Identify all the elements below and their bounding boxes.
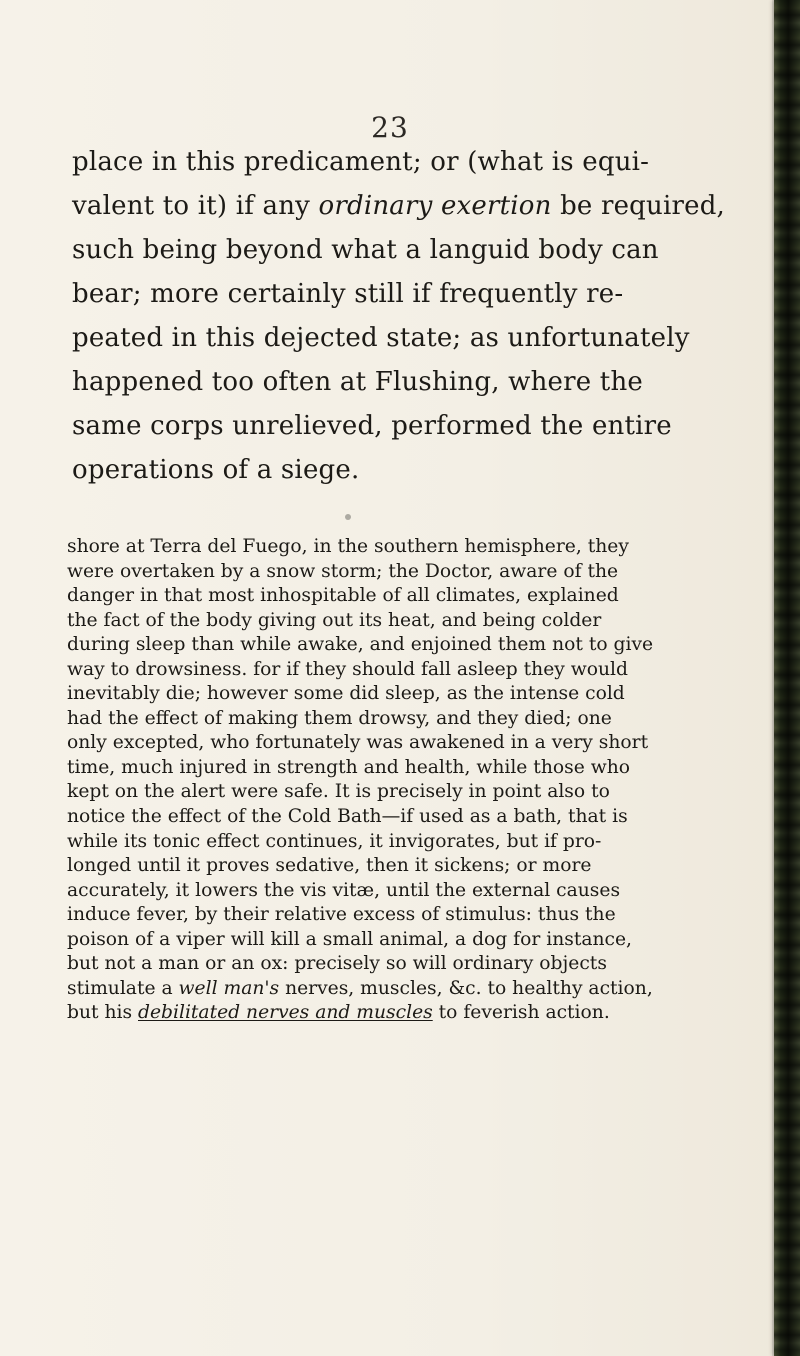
footnote-line: only excepted, who fortunately was awakened in a very short [67,732,649,754]
footnote-line: notice the effect of the Cold Bath—if used as a bath, that is [67,806,628,828]
footnote-line-20-pre: but his [67,1002,138,1024]
paper-speck [345,514,351,520]
footnote-line: accurately, it lowers the vis vitæ, until the external causes [67,879,621,901]
footnote-line: kept on the alert were safe. It is precisely in point also to [67,781,610,803]
footnote-line: while its tonic effect continues, it invigorates, but if pro- [67,830,602,852]
footnote-line: during sleep than while awake, and enjoined them not to give [67,634,654,656]
footnote-line: had the effect of making them drowsy, and they died; one [67,707,612,729]
footnote-line: were overtaken by a snow storm; the Doctor, aware of the [67,560,619,582]
main-line-8: operations of a siege. [72,455,360,485]
footnote-line: induce fever, by their relative excess of stimulus: thus the [67,904,616,926]
footnote-line: longed until it proves sedative, then it sickens; or more [67,855,592,877]
book-binding-edge [774,0,800,1356]
main-line-4: bear; more certainly still if frequently re- [72,279,624,309]
footnote-line: way to drowsiness. for if they should fall asleep they would [67,658,628,680]
footnote-line: poison of a viper will kill a small animal, a dog for instance, [67,928,632,950]
footnote-line-19-italic: well man's [178,977,280,999]
main-line-2 [72,184,732,228]
main-line-2-italic: ordinary exertion [318,191,552,221]
footnote-line-20 [67,1001,742,1026]
footnote-line: shore at Terra del Fuego, in the southern hemisphere, they [67,536,629,557]
footnote-line-19 [67,977,742,1002]
main-line-7: same corps unrelieved, performed the entire [72,411,672,441]
footnote-line-20-post: to feverish action. [432,1002,610,1024]
main-line-1: place in this predicament; or (what is equi- [72,147,650,177]
footnote [67,535,742,1026]
footnote-line: inevitably die; however some did sleep, as the intense cold [67,683,625,705]
main-line-2-post: be required, [551,191,726,221]
main-line-5: peated in this dejected state; as unfortunately [72,323,690,353]
footnote-line-19-post: nerves, muscles, &c. to healthy action, [279,977,653,999]
footnote-line-19-pre: stimulate a [67,977,179,999]
footnote-line: danger in that most inhospitable of all climates, explained [67,585,619,607]
main-line-2-pre: valent to it) if any [72,191,319,221]
footnote-line: time, much injured in strength and health, while those who [67,756,630,778]
footnote-line-20-italic: debilitated nerves and muscles [138,1002,433,1024]
footnote-line: but not a man or an ox: precisely so will ordinary objects [67,953,607,975]
main-paragraph [72,140,732,492]
main-line-6: happened too often at Flushing, where the [72,367,643,397]
footnote-line: the fact of the body giving out its heat, and being colder [67,609,602,631]
main-line-3: such being beyond what a languid body can [72,235,659,265]
page-number: 23 [371,111,409,144]
